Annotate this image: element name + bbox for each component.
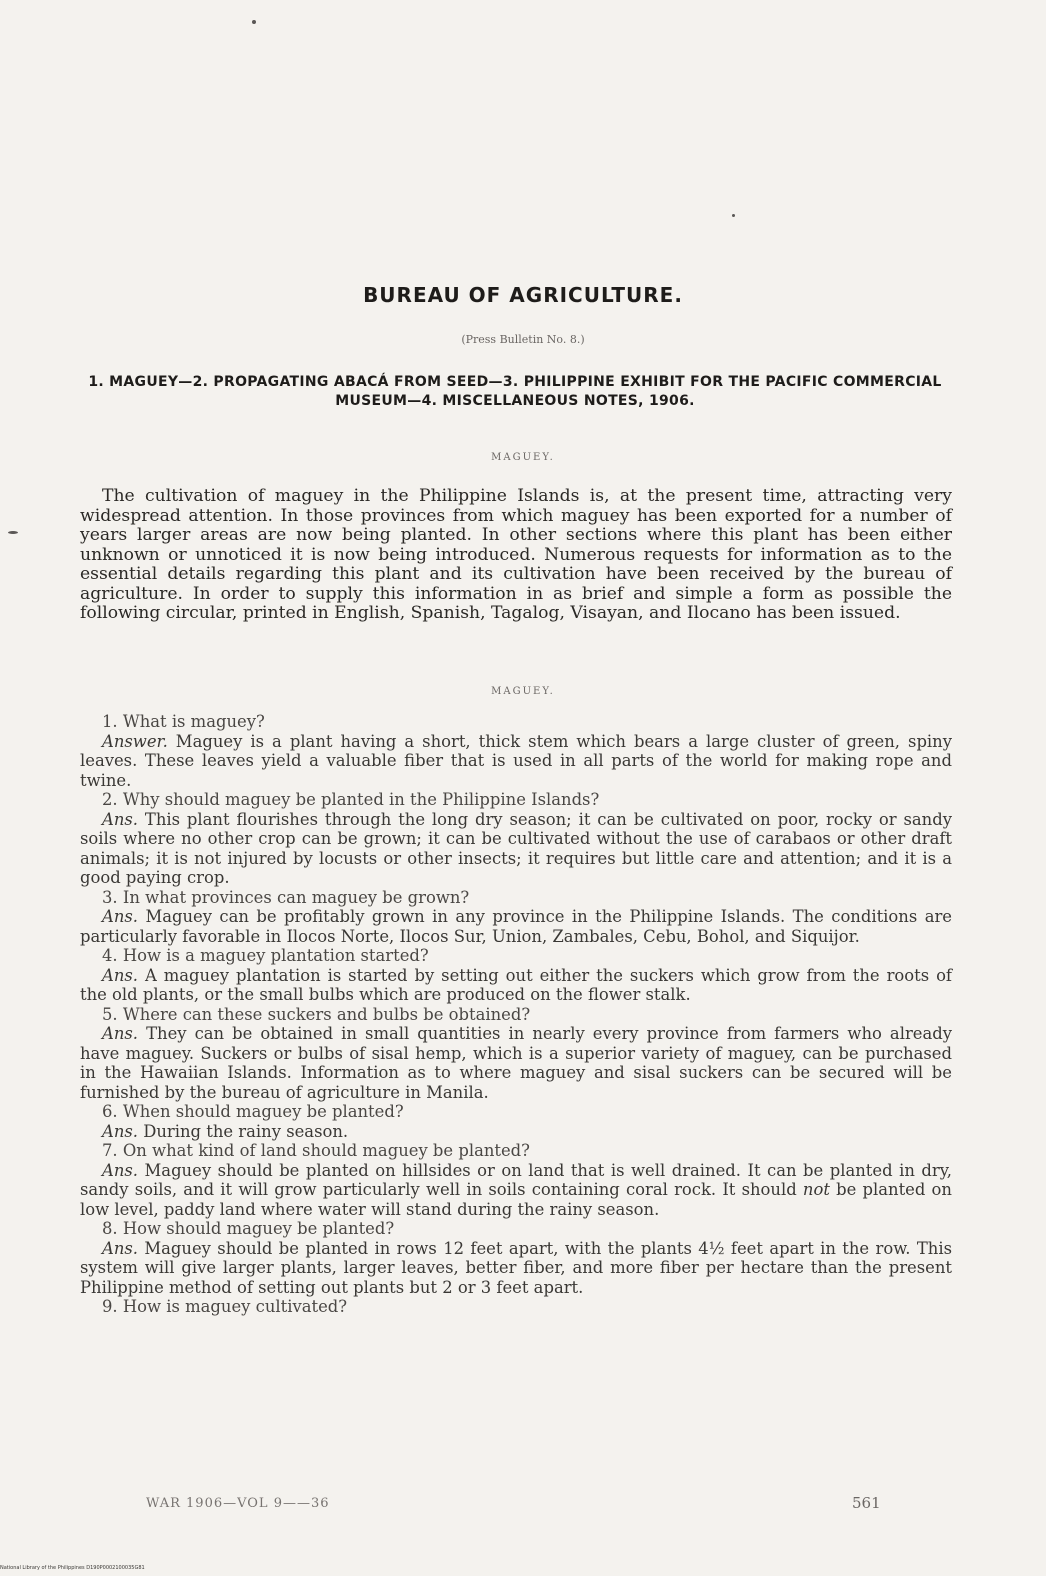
- answer: [80, 810, 952, 888]
- question: 3. In what provinces can maguey be grown?: [102, 887, 470, 907]
- answer-text-tail: be planted on low level, paddy land where water will stand during the rainy season.: [80, 1180, 952, 1219]
- intro-text: The cultivation of maguey in the Philippine Islands is, at the present time, attracting very widespread attention. In those provinces from which maguey has been exported for a number of years larger areas are now being planted. In other sections where this plant has been either unknown or unnoticed it is now being introduced. Numerous requests for information as to the essential details regarding this plant and its cultivation have been received by the bureau of agriculture. In order to supply this information in as brief and simple a form as possible the following circular, printed in English, Spanish, Tagalog, Visayan, and Ilocano has been issued.: [80, 486, 952, 623]
- question: 7. On what kind of land should maguey be planted?: [102, 1141, 530, 1160]
- answer: [80, 966, 952, 1005]
- question: 2. Why should maguey be planted in the Philippine Islands?: [102, 790, 600, 809]
- answer-label: Ans.: [102, 907, 139, 926]
- answer: [80, 907, 952, 946]
- answer: [80, 1024, 952, 1102]
- answer-label: Ans.: [102, 1121, 139, 1141]
- library-credit: National Library of the Philippines D190P0002100035G81: [0, 1565, 145, 1571]
- question: 8. How should maguey be planted?: [102, 1219, 395, 1238]
- qa-list: [80, 712, 952, 1317]
- footer-volume: WAR 1906—VOL 9——36: [146, 1496, 330, 1511]
- answer-label: Ans.: [102, 1024, 139, 1043]
- answer-text: They can be obtained in small quantities in nearly every province from farmers who already have maguey. Suckers or bulbs of sisal hemp, which is a superior variety of maguey, can be purchased in the Hawaiian Islands. Information as to where maguey and sisal suckers can be secured will be furnished by the bureau of agriculture in Manila.: [80, 1024, 952, 1102]
- question: 4. How is a maguey plantation started?: [102, 946, 429, 965]
- answer-label: Ans.: [102, 809, 139, 829]
- answer: [80, 732, 952, 791]
- page-number: 561: [852, 1494, 881, 1512]
- answer-label: Ans.: [102, 965, 139, 985]
- answer-text: Maguey is a plant having a short, thick stem which bears a large cluster of green, spiny leaves. These leaves yield a valuable fiber that is used in all parts of the world for making rope and twine.: [80, 731, 952, 790]
- question: 6. When should maguey be planted?: [102, 1102, 404, 1121]
- answer-text: This plant flourishes through the long dry season; it can be cultivated on poor, rocky or sandy soils where no other crop can be grown; it can be cultivated without the use of carabaos or other draft animals; it is not injured by locusts or other insects; it requires but little care and attention; and it is a good paying crop.: [80, 809, 952, 887]
- answer-text: During the rainy season.: [138, 1121, 349, 1141]
- intro-paragraph: [80, 487, 952, 624]
- bulletin-number: (Press Bulletin No. 8.): [461, 333, 585, 346]
- answer: [80, 1239, 952, 1298]
- answer: [80, 1122, 952, 1142]
- answer-emphasis: not: [802, 1180, 830, 1199]
- circular-heading: MAGUEY.: [491, 686, 555, 697]
- headline: 1. MAGUEY—2. PROPAGATING ABACÁ FROM SEED—3. PHILIPPINE EXHIBIT FOR THE PACIFIC COMMERCIAL MUSEUM—4. MISCELLANEOUS NOTES, 1906.: [88, 374, 942, 409]
- page-title: BUREAU OF AGRICULTURE.: [363, 283, 683, 307]
- answer-label: Answer.: [102, 731, 168, 751]
- answer-label: Ans.: [102, 1238, 139, 1258]
- ink-speck: [732, 214, 735, 217]
- answer: [80, 1161, 952, 1220]
- answer-text: A maguey plantation is started by setting out either the suckers which grow from the roots of the old plants, or the small bulbs which are produced on the flower stalk.: [80, 965, 952, 1004]
- answer-text: Maguey should be planted in rows 12 feet apart, with the plants 4½ feet apart in the row. This system will give larger plants, larger leaves, better fiber, and more fiber per hectare than the present Philippine method of setting out plants but 2 or 3 feet apart.: [80, 1238, 952, 1297]
- section-heading: MAGUEY.: [491, 452, 555, 463]
- question: 9. How is maguey cultivated?: [102, 1297, 348, 1316]
- answer-text: Maguey can be profitably grown in any province in the Philippine Islands. The conditions are particularly favorable in Ilocos Norte, Ilocos Sur, Union, Zambales, Cebu, Bohol, and Siquijor.: [80, 907, 952, 946]
- ink-speck: [252, 20, 256, 24]
- question: 5. Where can these suckers and bulbs be obtained?: [102, 1004, 531, 1024]
- ink-speck: [8, 531, 18, 534]
- answer-label: Ans.: [102, 1160, 139, 1180]
- question: 1. What is maguey?: [102, 712, 265, 731]
- answer-text: Maguey should be planted on hillsides or on land that is well drained. It can be planted in dry, sandy soils, and it will grow particularly well in soils containing coral rock. It should: [80, 1160, 952, 1199]
